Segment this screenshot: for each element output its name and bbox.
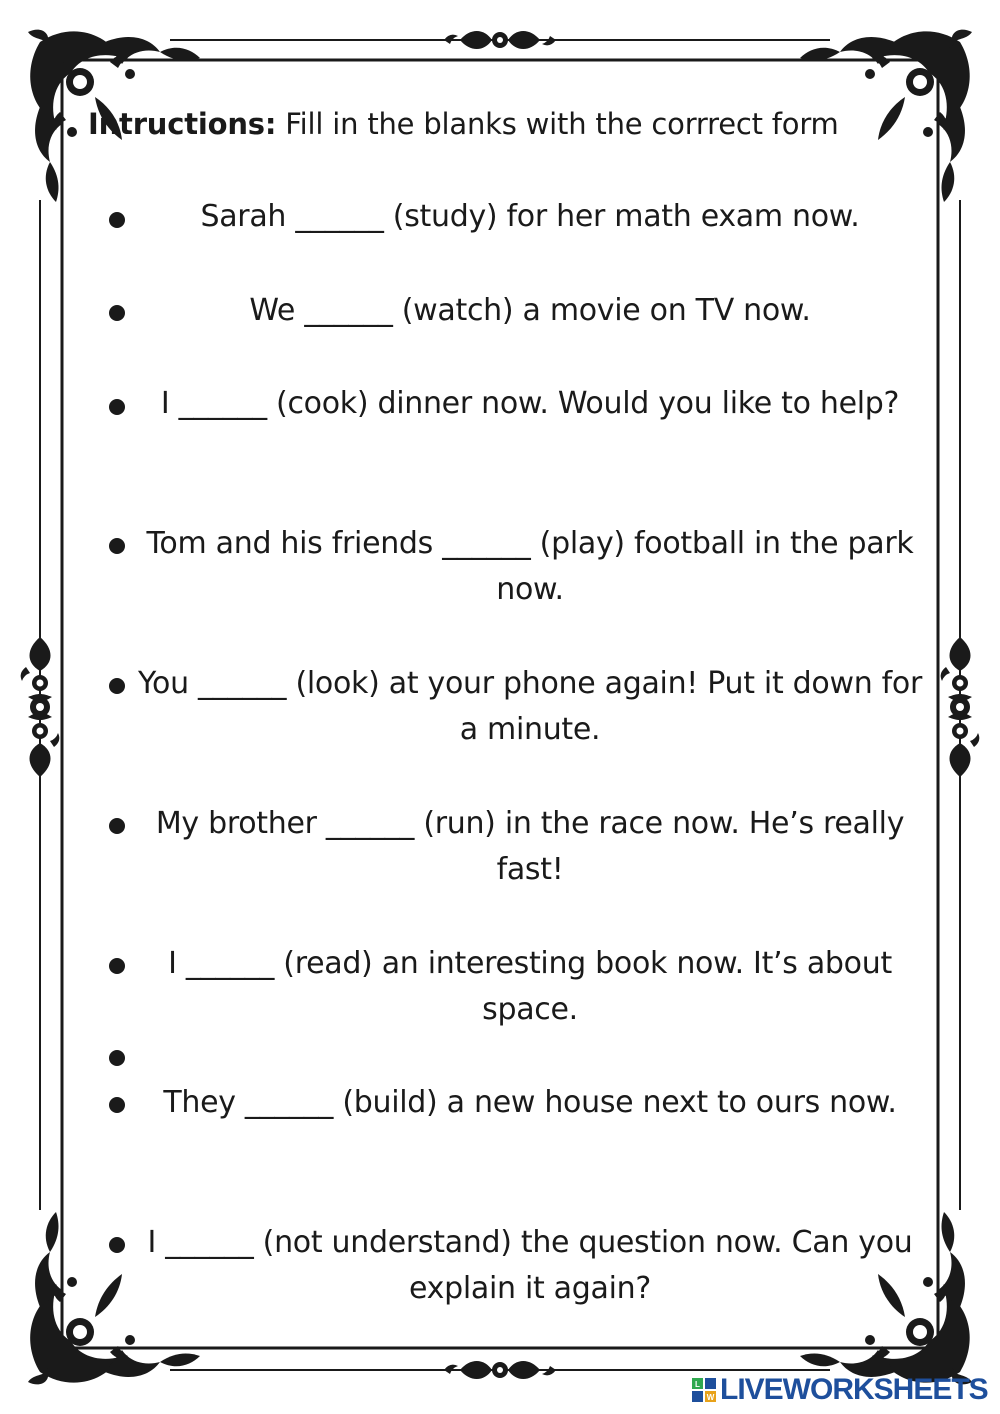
- exercise-item-7: I ______ (read) an interesting book now. It’s about space.: [168, 946, 892, 1027]
- svg-text:W: W: [706, 1393, 715, 1402]
- svg-text:L: L: [695, 1380, 700, 1389]
- exercise-item-3: I ______ (cook) dinner now. Would you like to help?: [160, 386, 900, 421]
- exercise-item-6: My brother ______ (run) in the race now. He’s really fast!: [155, 806, 905, 887]
- instructions: [88, 104, 928, 144]
- exercise-item-5: You ______ (look) at your phone again! Put it down for a minute.: [138, 666, 923, 747]
- watermark-text: LIVEWORKSHEETS: [720, 1373, 988, 1406]
- bullet-2-icon: [109, 305, 125, 321]
- bullet-6-icon: [109, 818, 125, 834]
- bullet-3-icon: [109, 399, 125, 415]
- bullet-5-icon: [109, 678, 125, 694]
- liveworksheets-logo-icon: [690, 1376, 718, 1404]
- bullet-9-icon: [109, 1097, 125, 1113]
- exercise-item-2: We ______ (watch) a movie on TV now.: [249, 293, 811, 328]
- bullet-1-icon: [109, 212, 125, 228]
- exercise-item-1: Sarah ______ (study) for her math exam now.: [200, 199, 860, 234]
- exercise-item-10: I ______ (not understand) the question now. Can you explain it again?: [147, 1225, 913, 1306]
- bullet-4-icon: [109, 538, 125, 554]
- exercise-item-4: Tom and his friends ______ (play) football in the park now.: [146, 526, 914, 607]
- bullet-8-icon: [109, 1050, 125, 1066]
- liveworksheets-watermark: [690, 1370, 988, 1410]
- instructions-text: Fill in the blanks with the corrrect form: [276, 107, 839, 141]
- bullet-7-icon: [109, 958, 125, 974]
- instructions-label: Intructions:: [88, 107, 277, 141]
- bullet-10-icon: [109, 1237, 125, 1253]
- exercise-item-9: They ______ (build) a new house next to ours now.: [163, 1085, 897, 1120]
